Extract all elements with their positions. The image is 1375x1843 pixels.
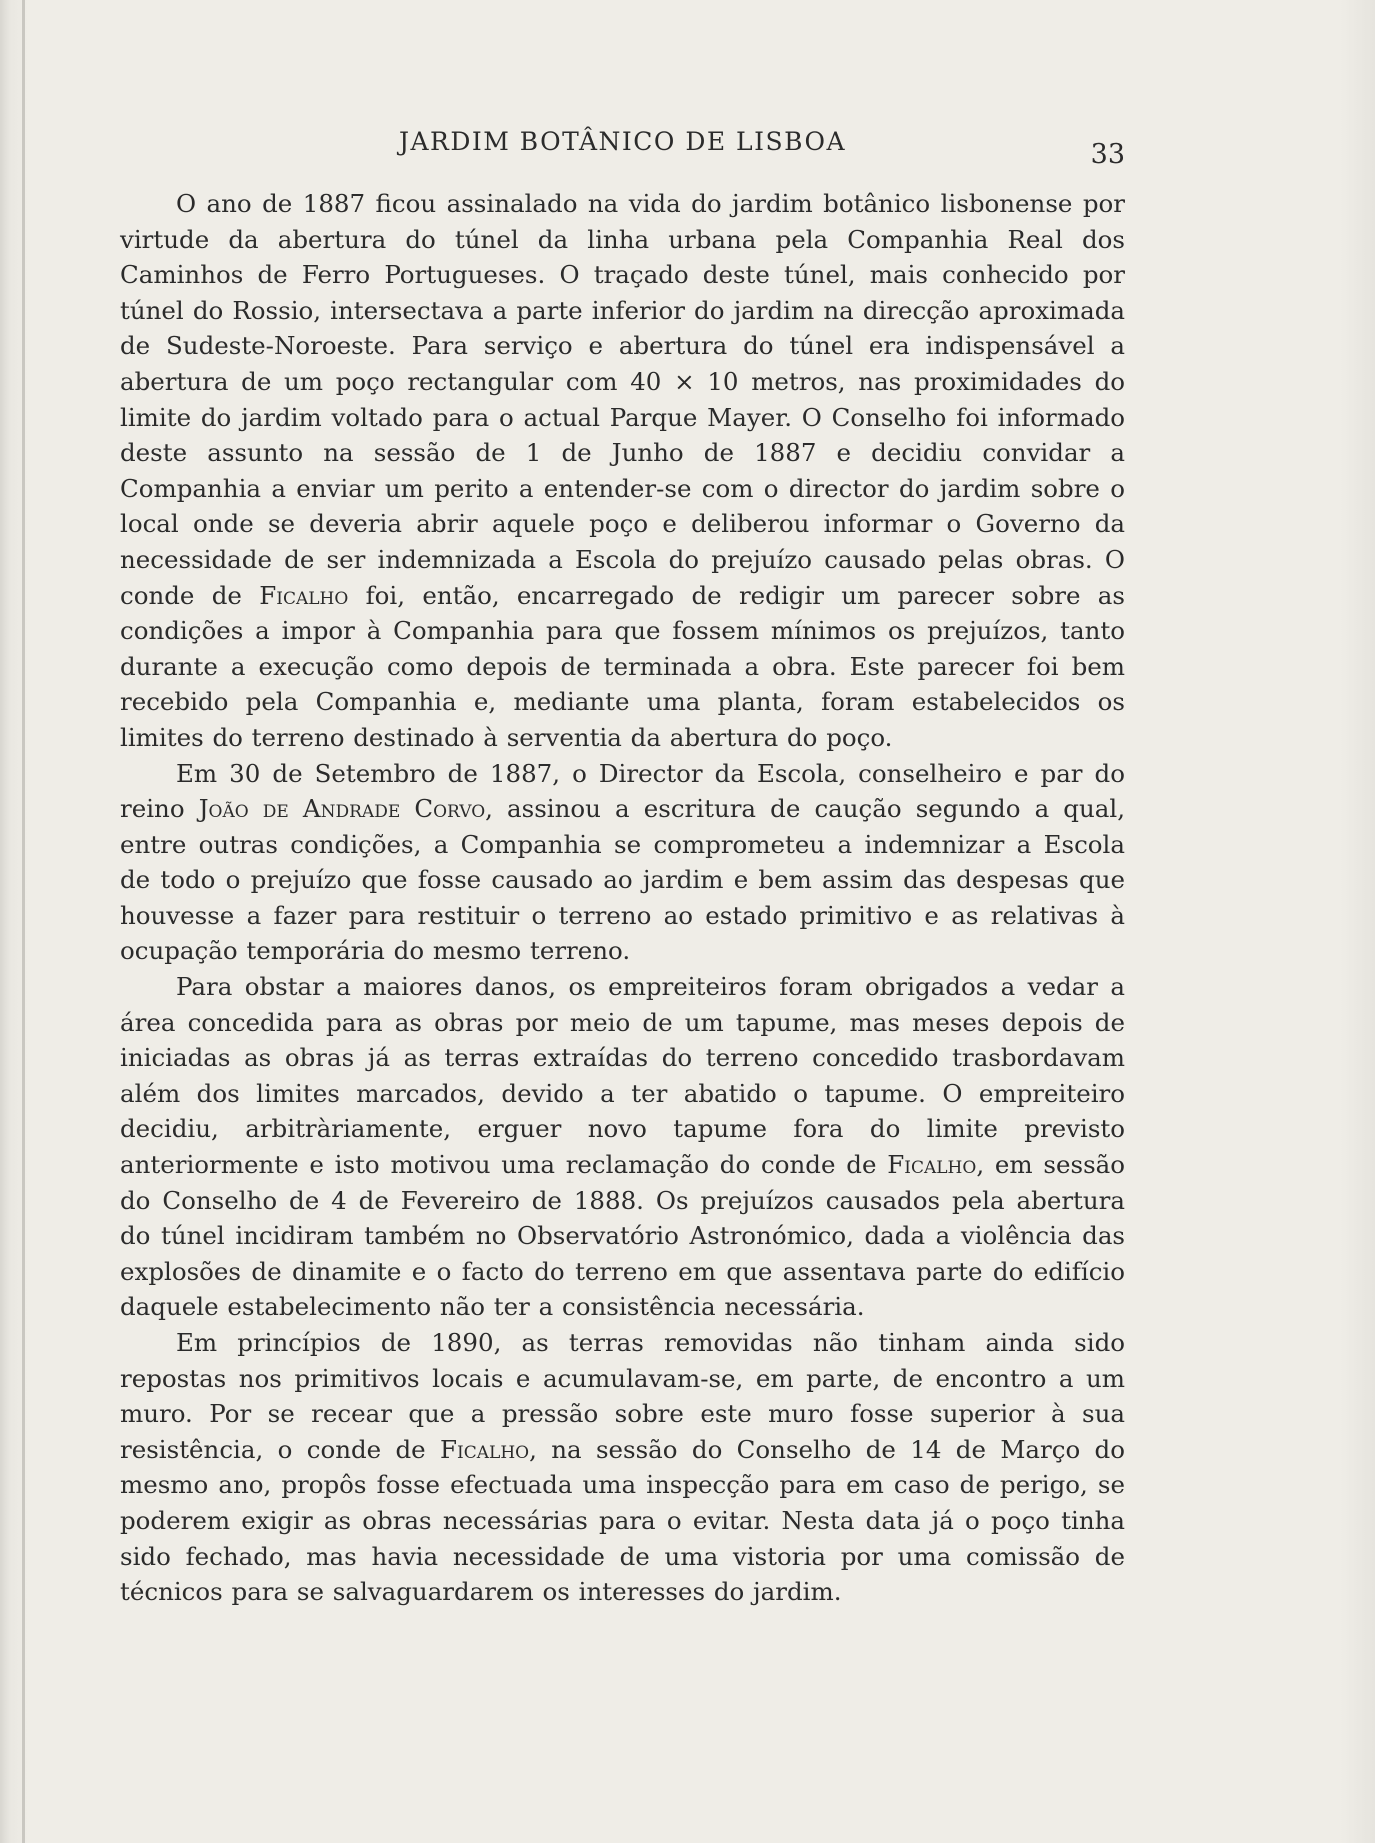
person-name-ficalho: Ficalho [887,1150,977,1180]
paragraph-text: Para obstar a maiores danos, os empreiteiros foram obrigados a vedar a área concedida para as obras por meio de um tapume, mas meses depois de iniciadas as obras já as terras extraídas do terreno concedido trasbordavam além dos limites marcados, devido a ter abatido o tapume. O empreiteiro decidiu, arbitràriamente, erguer novo tapume fora do limite previsto anteriormente e isto motivou uma reclamação do conde de [120,972,1125,1180]
binding-edge [22,0,25,1843]
paragraph-text: , na sessão do Conselho de 14 de Março do mesmo ano, propôs fosse efectuada uma inspecção para em caso de perigo, se poderem exigir as obras necessárias para o evitar. Nesta data já o poço tinha sido fechado, mas havia necessidade de uma vistoria por uma comissão de técnicos para se salvaguardarem os interesses do jardim. [120,1434,1125,1607]
paragraph-text: Em 30 de Setembro de 1887, o Director da Escola, conselheiro e par do reino [120,758,1125,824]
paragraph-4 [120,1325,1125,1610]
paragraph-text: , em sessão do Conselho de 4 de Fevereiro de 1888. Os prejuízos causados pela abertura do túnel incidiram também no Observatório Astronómico, dada a violência das explosões de dinamite e o facto do terreno em que assentava parte do edifício daquele estabelecimento não ter a consistência necessária. [120,1150,1125,1322]
paragraph-2 [120,756,1125,970]
paragraph-3 [120,969,1125,1325]
paragraph-text: , assinou a escritura de caução segundo a qual, entre outras condições, a Companhia se comprometeu a indemnizar a Escola de todo o prejuízo que fosse causado ao jardim e bem assim das despesas que houvesse a fazer para restituir o terreno ao estado primitivo e as relativas à ocupação temporária do mesmo terreno. [120,794,1125,966]
person-name-andrade-corvo: João de Andrade Corvo [198,794,486,824]
paragraph-1 [120,186,1125,756]
paragraph-text: foi, então, encarregado de redigir um parecer sobre as condições a impor à Companhia para que fossem mínimos os prejuízos, tanto durante a execução como depois de terminada a obra. Este parecer foi bem recebido pela Companhia e, mediante uma planta, foram estabelecidos os limites do terreno destinado à serventia da abertura do poço. [120,580,1125,752]
person-name-ficalho: Ficalho [259,580,349,610]
page-number: 33 [1090,139,1125,170]
person-name-ficalho: Ficalho [440,1434,530,1464]
page-header [120,127,1125,170]
paragraph-text: O ano de 1887 ficou assinalado na vida do jardim botânico lisbonense por virtude da abertura do túnel da linha urbana pela Companhia Real dos Caminhos de Ferro Portugueses. O traçado deste túnel, mais conhecido por túnel do Rossio, intersectava a parte inferior do jardim na direcção aproximada de Sudeste-Noroeste. Para serviço e abertura do túnel era indispensável a abertura de um poço rectangular com 40 × 10 metros, nas proximidades do limite do jardim voltado para o actual Parque Mayer. O Conselho foi informado deste assunto na sessão de 1 de Junho de 1887 e decidiu convidar a Companhia a enviar um perito a entender-se com o director do jardim sobre o local onde se deveria abrir aquele poço e deliberou informar o Governo da necessidade de ser indemnizada a Escola do prejuízo causado pelas obras. O conde de [120,189,1125,610]
body-text [120,186,1125,1610]
running-title: JARDIM BOTÂNICO DE LISBOA [398,127,847,156]
paragraph-text: Em princípios de 1890, as terras removidas não tinham ainda sido repostas nos primitivos locais e acumulavam-se, em parte, de encontro a um muro. Por se recear que a pressão sobre este muro fosse superior à sua resistência, o conde de [120,1328,1125,1464]
